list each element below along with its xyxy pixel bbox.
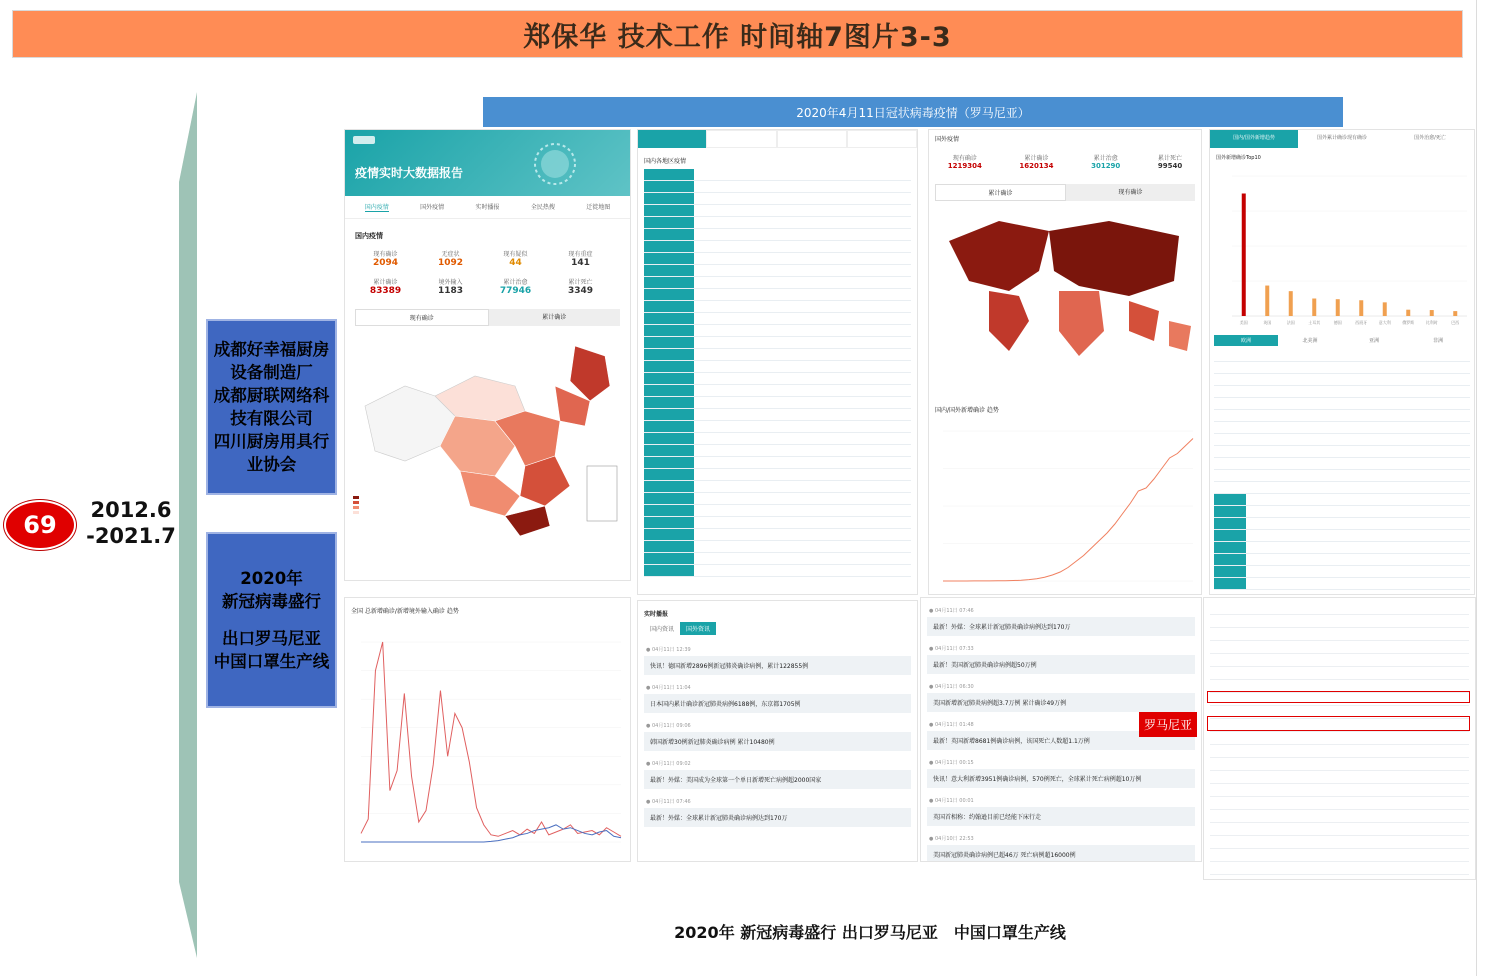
- company-line: 四川厨房用具行: [213, 432, 330, 451]
- world-map: [929, 201, 1201, 391]
- region-cell: [644, 385, 694, 396]
- report-tabs: [345, 196, 630, 219]
- series-line: [361, 642, 621, 836]
- tick-label: 西班牙: [1355, 320, 1368, 325]
- table-row: [1214, 422, 1470, 434]
- table-row: [1210, 732, 1469, 745]
- region-cell: [644, 469, 694, 480]
- map-tab-total[interactable]: 累计确诊: [489, 309, 621, 326]
- news-time: ● 04月11日 09:02: [646, 761, 691, 767]
- table-row: [1214, 530, 1470, 542]
- tick-label: 英国: [1263, 320, 1272, 325]
- table-row: [1214, 410, 1470, 422]
- region-cell: [644, 433, 694, 444]
- world-title: 国外疫情: [935, 136, 960, 143]
- table-row: [1210, 615, 1469, 628]
- table-row: [644, 313, 911, 325]
- timeline-number-badge: [4, 500, 76, 550]
- table-row: [1214, 518, 1470, 530]
- domestic-table-title: 国内各地区疫情: [644, 158, 687, 165]
- region-tab-na[interactable]: 北美洲: [1302, 338, 1318, 344]
- news-item[interactable]: 美国新增新冠肺炎病例超3.7万例 累计确诊49万例: [927, 693, 1195, 712]
- highlight-box: [1207, 691, 1470, 703]
- world-panel: [928, 129, 1202, 595]
- region-cell: [644, 205, 694, 216]
- tab[interactable]: [777, 130, 847, 148]
- table-row: [644, 493, 911, 505]
- region-cell: [644, 409, 694, 420]
- event-line: 新冠病毒盛行: [222, 592, 321, 611]
- table-row: [644, 553, 911, 565]
- news-time: ● 04月11日 01:48: [929, 722, 974, 728]
- region-cell: [644, 493, 694, 504]
- event-line: 出口罗马尼亚: [222, 629, 321, 648]
- stat-cured: 累计治愈 77946: [499, 279, 532, 296]
- top10-tab-trend[interactable]: 国内/国外新增趋势: [1210, 130, 1298, 148]
- region-cell: [644, 349, 694, 360]
- news-time: ● 04月11日 06:30: [929, 684, 974, 690]
- world-trend-chart: [929, 416, 1201, 595]
- romania-label-text: 罗马尼亚: [1143, 718, 1192, 732]
- region-cell: [644, 529, 694, 540]
- bar: [1453, 311, 1457, 316]
- region-tab-europe[interactable]: 欧洲: [1214, 335, 1278, 346]
- table-row: [644, 361, 911, 373]
- top10-panel: [1209, 129, 1475, 595]
- tab-foreign[interactable]: 国外疫情: [420, 204, 445, 211]
- table-row: [1214, 554, 1470, 566]
- table-row: [1214, 566, 1470, 578]
- timeline-years: [82, 497, 180, 549]
- tab[interactable]: [847, 130, 917, 148]
- region-cell: [644, 445, 694, 456]
- stat-suspected: 现有疑似 44: [503, 251, 528, 268]
- table-row: [644, 445, 911, 457]
- region-cell: [1214, 578, 1246, 589]
- table-row: [644, 181, 911, 193]
- table-row: [1210, 849, 1469, 862]
- report-title: 疫情实时大数据报告: [355, 166, 464, 180]
- table-row: [1210, 758, 1469, 771]
- news-tab-foreign[interactable]: 国外资讯: [680, 622, 716, 635]
- domestic-top-tabs: [638, 130, 917, 148]
- region-cell: [1214, 542, 1246, 553]
- bar: [1359, 300, 1363, 316]
- news-item[interactable]: 最新！英国新增8681例确诊病例，该国死亡人数超1.1万例: [927, 731, 1195, 750]
- screenshot-header: [483, 97, 1343, 127]
- stats-row-2: [345, 269, 630, 297]
- table-row: [1214, 578, 1470, 590]
- world-tab-total[interactable]: 累计确诊: [935, 184, 1066, 201]
- tab[interactable]: [706, 130, 776, 148]
- news-item[interactable]: 韩国新增30例新冠肺炎确诊病例 累计10480例: [644, 732, 911, 751]
- bar: [1336, 299, 1340, 316]
- company-line: 成都好幸福厨房: [213, 340, 330, 359]
- top10-tab-cured[interactable]: 国外治愈/死亡: [1414, 135, 1446, 141]
- romania-label: [1139, 712, 1197, 737]
- table-row: [1210, 823, 1469, 836]
- region-cell: [644, 361, 694, 372]
- company-line: 成都厨联网络科: [213, 386, 330, 405]
- table-row: [644, 301, 911, 313]
- tick-label: 美国: [1239, 320, 1248, 325]
- region-cell: [644, 325, 694, 336]
- section-title: 国内疫情: [355, 232, 383, 240]
- table-row: [1214, 374, 1470, 386]
- table-row: [1210, 667, 1469, 680]
- stat-deaths: 累计死亡 3349: [567, 279, 594, 296]
- world-stat-current: 现有确诊 1219304: [947, 155, 982, 170]
- news-list: [638, 637, 917, 827]
- company-card: [206, 319, 337, 495]
- news-item[interactable]: 最新！外媒：全球累计新冠肺炎确诊病例达到170万: [644, 808, 911, 827]
- tab-migration[interactable]: 迁徙地图: [586, 204, 611, 211]
- series-line: [943, 439, 1193, 581]
- world-tab-current[interactable]: 现有确诊: [1066, 184, 1195, 201]
- table-row: [644, 349, 911, 361]
- news-item[interactable]: 最新！美国新冠肺炎确诊病例超50万例: [927, 655, 1195, 674]
- bar: [1312, 299, 1316, 317]
- top10-bar-chart: [1210, 161, 1474, 331]
- news-time: ● 04月11日 00:01: [929, 798, 974, 804]
- company-line: 设备制造厂: [230, 363, 313, 382]
- stat-imported: 境外输入 1183: [437, 279, 464, 296]
- news-panel: [637, 600, 918, 862]
- table-row: [644, 193, 911, 205]
- tick-label: 比利时: [1425, 320, 1438, 325]
- news-tab-domestic[interactable]: 国内资讯: [650, 626, 675, 633]
- region-cell: [644, 181, 694, 192]
- table-row: [644, 433, 911, 445]
- tick-label: 巴西: [1451, 320, 1460, 325]
- table-row: [1214, 386, 1470, 398]
- table-row: [1210, 628, 1469, 641]
- screenshot-header-text: 2020年4月11日冠状病毒疫情（罗马尼亚）: [796, 105, 1030, 120]
- news-time: ● 04月11日 07:46: [929, 608, 974, 614]
- news-time: ● 04月11日 12:39: [646, 647, 691, 653]
- series-line: [361, 825, 621, 842]
- report-banner: [345, 130, 630, 196]
- news-time: ● 04月11日 07:33: [929, 646, 974, 652]
- region-cell: [644, 193, 694, 204]
- country-table-panel: [1203, 597, 1476, 880]
- table-row: [1214, 398, 1470, 410]
- company-line: 技有限公司: [230, 409, 313, 428]
- news-time: ● 04月11日 09:06: [646, 723, 691, 729]
- event-card: [206, 532, 337, 708]
- region-cell: [644, 169, 694, 180]
- bar: [1242, 194, 1246, 317]
- bar: [1265, 286, 1269, 316]
- table-row: [1210, 641, 1469, 654]
- region-cell: [644, 265, 694, 276]
- page-title-bar: [12, 10, 1463, 58]
- region-cell: [644, 397, 694, 408]
- tick-label: 意大利: [1378, 320, 1391, 325]
- table-row: [1210, 771, 1469, 784]
- tick-label: 俄罗斯: [1402, 320, 1415, 325]
- bar: [1406, 310, 1410, 316]
- table-row: [644, 277, 911, 289]
- table-row: [644, 541, 911, 553]
- company-line: 业协会: [246, 455, 297, 474]
- page-title: 郑保华 技术工作 时间轴7图片3-3: [523, 21, 952, 53]
- table-row: [644, 397, 911, 409]
- news-time: ● 04月11日 11:04: [646, 685, 691, 691]
- region-cell: [644, 301, 694, 312]
- tick-label: 德国: [1333, 320, 1342, 325]
- table-row: [1214, 482, 1470, 494]
- world-stat-total: 累计确诊 1620134: [1019, 155, 1054, 170]
- national-chart-title: 全国 总新增确诊/新增境外输入确诊 趋势: [351, 608, 459, 615]
- table-row: [644, 169, 911, 181]
- romania-highlight-box: [1207, 716, 1470, 731]
- region-cell: [644, 229, 694, 240]
- bar: [1430, 310, 1434, 316]
- table-row: [644, 265, 911, 277]
- stat-asymptomatic: 无症状 1092: [437, 251, 464, 268]
- top10-table: [1210, 350, 1474, 590]
- tab-active[interactable]: [638, 130, 706, 148]
- table-row: [1214, 350, 1470, 362]
- region-cell: [644, 241, 694, 252]
- news-tabs: [638, 620, 917, 637]
- year-start: 2012.6: [90, 498, 172, 522]
- tab-search[interactable]: 全民热搜: [530, 204, 555, 211]
- table-row: [1214, 458, 1470, 470]
- table-row: [1210, 602, 1469, 615]
- news-title: 实时播报: [644, 611, 669, 618]
- table-row: [1210, 875, 1469, 880]
- table-row: [644, 229, 911, 241]
- right-divider: [1476, 0, 1477, 976]
- region-cell: [644, 541, 694, 552]
- region-cell: [644, 457, 694, 468]
- table-row: [644, 469, 911, 481]
- table-row: [644, 253, 911, 265]
- table-row: [1210, 862, 1469, 875]
- stats-row-1: [345, 245, 630, 269]
- region-cell: [644, 421, 694, 432]
- report-panel: [344, 129, 631, 581]
- region-cell: [644, 217, 694, 228]
- baidu-logo: [353, 136, 375, 144]
- region-cell: [644, 553, 694, 564]
- region-cell: [644, 505, 694, 516]
- table-row: [1210, 784, 1469, 797]
- table-row: [644, 421, 911, 433]
- stat-severe: 现有重症 141: [568, 251, 593, 268]
- news-item[interactable]: 快讯！德国新增2896例新冠肺炎确诊病例，累计122855例: [644, 656, 911, 675]
- region-cell: [644, 481, 694, 492]
- news-item[interactable]: 快讯！意大利新增3951例确诊病例，570例死亡，全球累计死亡病例超10万例: [927, 769, 1195, 788]
- map-tabs: [355, 309, 620, 326]
- table-row: [644, 409, 911, 421]
- table-row: [1210, 797, 1469, 810]
- event-line: 中国口罩生产线: [213, 652, 330, 671]
- bottom-caption: 2020年 新冠病毒盛行 出口罗马尼亚 中国口罩生产线: [674, 923, 1066, 942]
- tick-label: 法国: [1286, 320, 1295, 325]
- table-row: [644, 241, 911, 253]
- news-item[interactable]: 最新！外媒：全球累计新冠肺炎确诊病例达到170万: [927, 617, 1195, 636]
- region-cell: [644, 289, 694, 300]
- region-tabs: [1214, 335, 1470, 346]
- table-row: [644, 385, 911, 397]
- table-row: [644, 529, 911, 541]
- region-cell: [1214, 554, 1246, 565]
- table-row: [644, 457, 911, 469]
- table-row: [644, 205, 911, 217]
- national-trend-chart: [345, 617, 630, 857]
- table-row: [644, 289, 911, 301]
- news-item[interactable]: 日本国内累计确诊新冠肺炎病例6188例，东京都1705例: [644, 694, 911, 713]
- news-time: ● 04月10日 22:53: [929, 836, 974, 842]
- table-row: [644, 505, 911, 517]
- china-map: [345, 326, 630, 541]
- tab-domestic[interactable]: 国内疫情: [364, 204, 389, 211]
- world-stats: [929, 147, 1201, 176]
- table-row: [644, 325, 911, 337]
- domestic-table: [638, 169, 917, 577]
- country-table: [1204, 598, 1475, 880]
- table-row: [1214, 446, 1470, 458]
- region-cell: [644, 373, 694, 384]
- region-cell: [644, 277, 694, 288]
- trend-title: 国内/国外新增确诊 趋势: [935, 407, 999, 414]
- table-row: [644, 373, 911, 385]
- table-row: [1210, 654, 1469, 667]
- region-cell: [644, 517, 694, 528]
- map-tab-current[interactable]: 现有确诊: [355, 309, 489, 326]
- top10-tabs: [1210, 130, 1474, 148]
- tick-label: 土耳其: [1308, 320, 1321, 325]
- world-stat-deaths: 累计死亡 99540: [1157, 155, 1183, 170]
- region-cell: [1214, 530, 1246, 541]
- bar: [1383, 302, 1387, 316]
- virus-icon: [525, 136, 585, 191]
- news-item[interactable]: 美国新冠肺炎确诊病例已超46万 死亡病例超16000例: [927, 845, 1195, 862]
- table-row: [1210, 810, 1469, 823]
- table-row: [1210, 745, 1469, 758]
- year-end: -2021.7: [86, 524, 176, 548]
- stat-total: 累计确诊 83389: [369, 279, 402, 296]
- stat-current: 现有确诊 2094: [372, 251, 399, 268]
- badge-number: 69: [23, 511, 57, 539]
- region-cell: [1214, 506, 1246, 517]
- world-stat-cured: 累计治愈 301290: [1091, 155, 1121, 170]
- region-cell: [644, 337, 694, 348]
- region-tab-africa[interactable]: 非洲: [1432, 338, 1443, 344]
- top10-tab-total[interactable]: 国外累计确诊现有确诊: [1316, 135, 1367, 141]
- table-row: [1214, 434, 1470, 446]
- region-cell: [644, 565, 694, 576]
- region-cell: [1214, 566, 1246, 577]
- bar: [1289, 291, 1293, 316]
- table-row: [1214, 506, 1470, 518]
- news-item[interactable]: 英国首相称：约翰逊目前已经能下床行走: [927, 807, 1195, 826]
- top10-title: 国外新增确诊Top10: [1216, 155, 1261, 161]
- news-time: ● 04月11日 00:15: [929, 760, 974, 766]
- table-row: [644, 217, 911, 229]
- table-row: [1214, 542, 1470, 554]
- table-row: [1214, 362, 1470, 374]
- region-cell: [1214, 494, 1246, 505]
- news-time: ● 04月11日 07:46: [646, 799, 691, 805]
- table-row: [644, 337, 911, 349]
- region-tab-asia[interactable]: 亚洲: [1368, 338, 1379, 344]
- domestic-table-panel: [637, 129, 918, 595]
- news-item[interactable]: 最新！外媒：美国成为全球第一个单日新增死亡病例超2000国家: [644, 770, 911, 789]
- timeline-strip: [179, 92, 199, 958]
- event-line: 2020年: [240, 569, 303, 588]
- table-row: [1214, 494, 1470, 506]
- world-map-tabs: [935, 184, 1195, 201]
- region-cell: [1214, 518, 1246, 529]
- table-row: [644, 517, 911, 529]
- region-cell: [644, 253, 694, 264]
- table-row: [644, 565, 911, 577]
- tab-live[interactable]: 实时播报: [475, 204, 500, 211]
- table-row: [1214, 470, 1470, 482]
- national-trend-panel: [344, 597, 631, 862]
- table-row: [644, 481, 911, 493]
- table-row: [1210, 836, 1469, 849]
- region-cell: [644, 313, 694, 324]
